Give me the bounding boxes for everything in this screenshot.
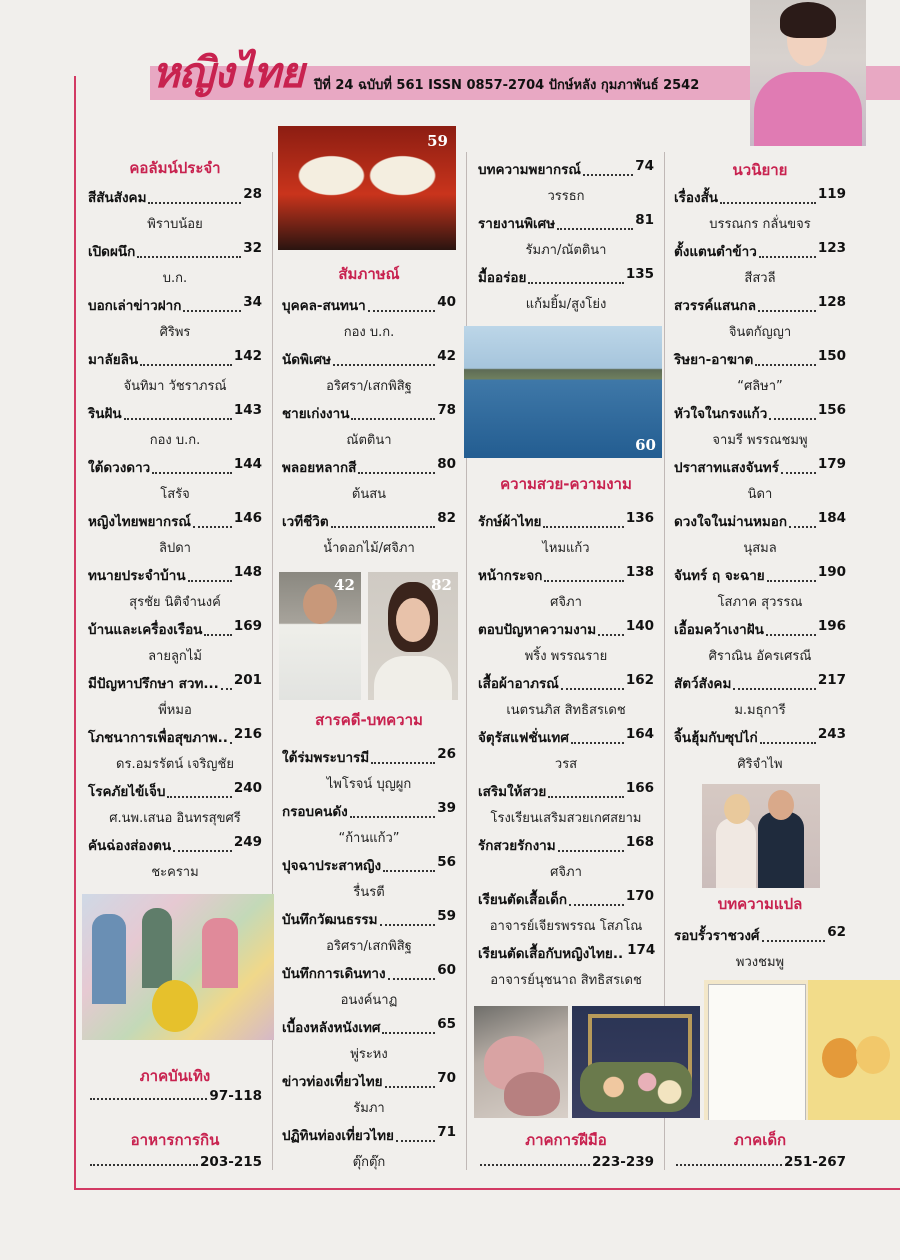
toc-entry xyxy=(478,212,654,234)
toc-entry xyxy=(88,240,262,262)
section-heading: ภาคการฝีมือ xyxy=(525,1131,607,1149)
issue-info: ปีที่ 24 ฉบับที่ 561 ISSN 0857-2704 ปักษ์หลัง กุมภาพันธ์ 2542 xyxy=(314,78,700,93)
entry-page: 60 xyxy=(437,962,456,978)
toc-entry xyxy=(674,456,846,478)
leader-dots xyxy=(385,1070,436,1088)
author-name: ณัตตินา xyxy=(346,433,392,448)
entry-title: รักสวยรักงาม xyxy=(478,838,556,854)
leader-dots xyxy=(188,564,232,582)
entry-page: 82 xyxy=(437,510,456,526)
toc-entry xyxy=(88,1154,262,1170)
leader-dots xyxy=(230,726,232,744)
leader-dots xyxy=(762,924,826,942)
entry-title: ใต้ร่มพระบารมี xyxy=(282,750,370,766)
entry-page: 80 xyxy=(437,456,456,472)
leader-dots xyxy=(733,672,815,690)
entry-page: 240 xyxy=(233,780,262,796)
entry-title: รักษ์ผ้าไทย xyxy=(478,514,542,530)
entry-page: 32 xyxy=(243,240,262,256)
entry-title: ปราสาทแสงจันทร์ xyxy=(674,460,779,476)
leader-dots xyxy=(781,456,816,474)
toc-entry xyxy=(674,510,846,532)
cover-photo xyxy=(750,0,866,146)
leader-dots xyxy=(543,510,623,528)
author-name: รัมภา/ณัตตินา xyxy=(525,243,607,258)
entry-title: ริษยา-อาฆาต xyxy=(674,352,754,368)
author-name: โรงเรียนเสริมสวยเกศสยาม xyxy=(490,811,642,826)
entry-title: มีปัญหาปรึกษา สวท... xyxy=(88,676,219,692)
author-name: นิดา xyxy=(747,487,773,502)
author-name: ต้นสน xyxy=(351,487,387,502)
entry-title: จันทร์ ฤ จะฉาย xyxy=(674,568,765,584)
leader-dots xyxy=(152,456,232,474)
leader-dots xyxy=(396,1124,435,1142)
author-name: บ.ก. xyxy=(162,271,188,286)
section-heading: อาหารการกิน xyxy=(130,1131,220,1149)
leader-dots xyxy=(383,854,435,872)
toc-entry xyxy=(478,158,654,180)
leader-dots xyxy=(193,510,232,528)
entry-title: บ้านและเครื่องเรือน xyxy=(88,622,203,638)
toc-entry xyxy=(88,564,262,586)
entry-title: เรื่องสั้น xyxy=(674,190,719,206)
entry-page: 251-267 xyxy=(784,1154,846,1170)
entry-page: 138 xyxy=(625,564,654,580)
toc-entry xyxy=(88,348,262,370)
leader-dots xyxy=(758,294,816,312)
leader-dots xyxy=(350,800,435,818)
leader-dots xyxy=(371,746,435,764)
lion-dance-photo: 59 xyxy=(278,126,456,250)
entry-page: 146 xyxy=(233,510,262,526)
entry-title: รายงานพิเศษ xyxy=(478,216,556,232)
toc-entry xyxy=(674,672,846,694)
author-name: ชะคราม xyxy=(151,865,199,880)
column-divider xyxy=(466,152,467,1170)
toc-entry xyxy=(282,456,456,478)
toc-entry xyxy=(88,294,262,316)
couple-photo xyxy=(702,784,820,888)
author-name: จินตกัญญา xyxy=(728,325,792,340)
entry-page: 74 xyxy=(635,158,654,174)
toc-entry xyxy=(88,834,262,856)
toc-entry xyxy=(674,618,846,640)
leader-dots xyxy=(766,618,816,636)
author-name: อาจารย์นุชนาถ สิทธิสรเดช xyxy=(490,973,642,988)
author-name: ลิปดา xyxy=(159,541,191,556)
entry-title: เสื้อผ้าอาภรณ์ xyxy=(478,676,559,692)
toc-entry xyxy=(88,672,262,694)
author-name: กอง บ.ก. xyxy=(343,325,395,340)
leader-dots xyxy=(544,564,623,582)
entry-page: 179 xyxy=(817,456,846,472)
toc-entry xyxy=(674,348,846,370)
toc-entry xyxy=(282,962,456,984)
leader-dots xyxy=(676,1154,782,1166)
entry-page: 56 xyxy=(437,854,456,870)
leader-dots xyxy=(583,158,633,176)
toc-entry xyxy=(478,942,654,964)
toc-entry xyxy=(88,510,262,532)
entry-page: 26 xyxy=(437,746,456,762)
entry-page: 59 xyxy=(437,908,456,924)
author-name: พี่หมอ xyxy=(158,703,192,718)
entry-title: ทนายประจำบ้าน xyxy=(88,568,186,584)
entry-page: 216 xyxy=(233,726,262,742)
entry-title: รอบรั้วราชวงศ์ xyxy=(674,928,760,944)
author-name: อาจารย์เจียรพรรณ โสภโณ xyxy=(489,919,643,934)
toc-entry xyxy=(88,726,262,748)
entry-page: 162 xyxy=(625,672,654,688)
leader-dots xyxy=(789,510,816,528)
leader-dots xyxy=(148,186,241,204)
entry-page: 97-118 xyxy=(209,1088,262,1104)
leader-dots xyxy=(140,348,232,366)
leader-dots xyxy=(720,186,816,204)
entry-title: ชายเก่งงาน xyxy=(282,406,350,422)
leader-dots xyxy=(331,510,436,528)
toc-entry xyxy=(478,888,654,910)
toc-entry xyxy=(282,1070,456,1092)
entry-title: บันทึกการเดินทาง xyxy=(282,966,386,982)
toc-entry xyxy=(88,780,262,802)
man-doctor-photo: 42 xyxy=(279,572,361,700)
leader-dots xyxy=(90,1088,207,1100)
entry-title: บุคคล-สนทนา xyxy=(282,298,366,314)
entry-page: 78 xyxy=(437,402,456,418)
entry-title: ดวงใจในม่านหมอก xyxy=(674,514,788,530)
author-name: อริศรา/เสกพิสิฐ xyxy=(326,379,412,394)
toc-entry xyxy=(674,186,846,208)
toc-entry xyxy=(478,1154,654,1170)
toc-entry xyxy=(674,402,846,424)
author-name: จันทิมา วัชราภรณ์ xyxy=(123,379,227,394)
entry-title: หญิงไทยพยากรณ์ xyxy=(88,514,191,530)
entry-page: 34 xyxy=(243,294,262,310)
author-name: “ก้านแก้ว” xyxy=(338,831,400,846)
entry-title: เวทีชีวิต xyxy=(282,514,329,530)
magazine-logo: หญิงไทย xyxy=(152,48,304,97)
leader-dots xyxy=(167,780,231,798)
entry-title: สีสันสังคม xyxy=(88,190,147,206)
toc-entry xyxy=(282,1124,456,1146)
author-name: เนตรนภิส สิทธิสรเดช xyxy=(506,703,626,718)
author-name: ลายลูกไม้ xyxy=(148,649,202,664)
entry-page: 142 xyxy=(233,348,262,364)
author-name: ศิราณิน อัครเศรณี xyxy=(708,649,812,664)
entry-title: เบื้องหลังหนังเทศ xyxy=(282,1020,381,1036)
section-heading: ความสวย-ความงาม xyxy=(500,475,632,493)
author-name: ศจิภา xyxy=(550,865,582,880)
entry-page: 150 xyxy=(817,348,846,364)
leader-dots xyxy=(528,266,623,284)
lake-landscape-photo: 60 xyxy=(464,326,662,458)
section-heading: ภาคเด็ก xyxy=(733,1131,787,1149)
author-name: ศิริพร xyxy=(159,325,191,340)
toc-entry xyxy=(282,746,456,768)
author-name: ม.มธุการี xyxy=(734,703,786,718)
section-heading: บทความแปล xyxy=(717,895,803,913)
entry-title: เสริมให้สวย xyxy=(478,784,547,800)
entry-page: 123 xyxy=(817,240,846,256)
leader-dots xyxy=(221,672,232,690)
author-name: กอง บ.ก. xyxy=(149,433,201,448)
entry-title: ข่าวท่องเที่ยวไทย xyxy=(282,1074,383,1090)
author-name: รัมภา xyxy=(353,1101,385,1116)
entry-title: มื้ออร่อย xyxy=(478,270,527,286)
entry-page: 169 xyxy=(233,618,262,634)
toc-entry xyxy=(478,672,654,694)
toc-entry xyxy=(282,348,456,370)
entry-title: คันฉ่องส่องตน xyxy=(88,838,172,854)
section-heading: สารคดี-บทความ xyxy=(315,711,423,729)
toc-entry xyxy=(478,618,654,640)
entry-page: 168 xyxy=(625,834,654,850)
entry-page: 249 xyxy=(233,834,262,850)
leader-dots xyxy=(557,212,633,230)
entry-title: บอกเล่าข่าวฝาก xyxy=(88,298,182,314)
leader-dots xyxy=(124,402,232,420)
leader-dots xyxy=(388,962,436,980)
section-heading: คอลัมน์ประจำ xyxy=(129,159,221,177)
author-name: สุรชัย นิติจำนงค์ xyxy=(129,595,221,610)
author-name: บรรณกร กลั่นขจร xyxy=(709,217,811,232)
entry-title: เรียนตัดเสื้อกับหญิงไทย.. xyxy=(478,946,624,962)
entry-title: สวรรค์แสนกล xyxy=(674,298,756,314)
author-name: วรรธก xyxy=(547,189,585,204)
celebrity-collage-photo xyxy=(82,894,274,1040)
toc-entry xyxy=(478,726,654,748)
leader-dots xyxy=(598,618,624,636)
toc-entry xyxy=(282,294,456,316)
toc-entry xyxy=(478,564,654,586)
entry-title: ใต้ดวงดาว xyxy=(88,460,151,476)
entry-page: 119 xyxy=(817,186,846,202)
entry-title: จิ้นฮุ้มกับซุปไก่ xyxy=(674,730,758,746)
author-name: พริ้ง พรรณราย xyxy=(524,649,608,664)
toc-entry xyxy=(88,1088,262,1104)
entry-page: 166 xyxy=(625,780,654,796)
toc-entry xyxy=(674,294,846,316)
leader-dots xyxy=(561,672,624,690)
leader-dots xyxy=(90,1154,198,1166)
entry-page: 70 xyxy=(437,1070,456,1086)
author-name: ศจิภา xyxy=(550,595,582,610)
entry-page: 184 xyxy=(817,510,846,526)
leader-dots xyxy=(173,834,232,852)
entry-page: 243 xyxy=(817,726,846,742)
entry-page: 156 xyxy=(817,402,846,418)
author-name: น้ำดอกไม้/ศจิภา xyxy=(323,541,415,556)
author-name: พิราบน้อย xyxy=(147,217,203,232)
author-name: โสรัจ xyxy=(160,487,190,502)
entry-title: จัตุรัสแฟชั่นเทศ xyxy=(478,730,569,746)
author-name: อริศรา/เสกพิสิฐ xyxy=(326,939,412,954)
entry-page: 39 xyxy=(437,800,456,816)
section-heading: ภาคบันเทิง xyxy=(139,1067,211,1085)
entry-title: เปิดผนึก xyxy=(88,244,136,260)
entry-page: 170 xyxy=(625,888,654,904)
leader-dots xyxy=(358,456,435,474)
author-name: สีสวลี xyxy=(744,271,776,286)
entry-page: 135 xyxy=(625,266,654,282)
author-name: แก้มยิ้ม/สูงโย่ง xyxy=(525,297,607,312)
toc-entry xyxy=(282,908,456,930)
toc-entry xyxy=(88,456,262,478)
entry-page: 28 xyxy=(243,186,262,202)
entry-title: บทความพยากรณ์ xyxy=(478,162,581,178)
toc-entry xyxy=(478,834,654,856)
toc-entry xyxy=(88,402,262,424)
toc-entry xyxy=(674,564,846,586)
entry-title: ตอบปัญหาความงาม xyxy=(478,622,597,638)
woman-portrait-photo: 82 xyxy=(368,572,458,700)
author-name: รื่นรตี xyxy=(353,885,385,900)
entry-title: หน้ากระจก xyxy=(478,568,543,584)
entry-page: 42 xyxy=(437,348,456,364)
section-heading: สัมภาษณ์ xyxy=(338,265,400,283)
toc-entry xyxy=(282,854,456,876)
entry-page: 190 xyxy=(817,564,846,580)
leader-dots xyxy=(548,780,624,798)
toc-entry xyxy=(478,780,654,802)
leader-dots xyxy=(558,834,624,852)
author-name: พู่ระหง xyxy=(350,1047,388,1062)
entry-page: 136 xyxy=(625,510,654,526)
leader-dots xyxy=(382,1016,435,1034)
entry-page: 196 xyxy=(817,618,846,634)
author-name: ศิริจำไพ xyxy=(737,757,783,772)
entry-page: 148 xyxy=(233,564,262,580)
leader-dots xyxy=(767,564,816,582)
entry-title: มาลัยลิน xyxy=(88,352,139,368)
author-name: อนงค์นาฏ xyxy=(340,993,398,1008)
entry-page: 201 xyxy=(233,672,262,688)
entry-page: 143 xyxy=(233,402,262,418)
entry-page: 174 xyxy=(627,942,656,958)
leader-dots xyxy=(480,1154,590,1166)
toc-entry xyxy=(674,924,846,946)
entry-page: 71 xyxy=(437,1124,456,1140)
toc-entry xyxy=(282,1016,456,1038)
leader-dots xyxy=(333,348,435,366)
toc-entry xyxy=(88,186,262,208)
leader-dots xyxy=(204,618,231,636)
author-name: พวงชมพู xyxy=(735,955,785,970)
entry-page: 65 xyxy=(437,1016,456,1032)
toc-entry xyxy=(282,510,456,532)
entry-title: รินฝัน xyxy=(88,406,122,422)
leader-dots xyxy=(769,402,816,420)
entry-page: 217 xyxy=(817,672,846,688)
author-name: ตุ๊กตุ๊ก xyxy=(352,1155,386,1170)
toc-entry xyxy=(282,402,456,424)
author-name: นุสมล xyxy=(743,541,777,556)
entry-title: นัดพิเศษ xyxy=(282,352,331,368)
entry-title: ปฏิทินท่องเที่ยวไทย xyxy=(282,1128,394,1144)
entry-page: 144 xyxy=(233,456,262,472)
entry-title: เอื้อมคว้าเงาฝัน xyxy=(674,622,764,638)
leader-dots xyxy=(569,888,624,906)
entry-title: พลอยหลากสี xyxy=(282,460,357,476)
leader-dots xyxy=(755,348,816,366)
entry-title: เรียนตัดเสื้อเด็ก xyxy=(478,892,568,908)
toc-entry xyxy=(478,510,654,532)
toc-entry xyxy=(674,726,846,748)
author-name: วรส xyxy=(554,757,578,772)
entry-title: สัตว์สังคม xyxy=(674,676,732,692)
toc-entry xyxy=(674,1154,846,1170)
entry-page: 223-239 xyxy=(592,1154,654,1170)
author-name: โสภาค สุวรรณ xyxy=(717,595,803,610)
author-name: ศ.นพ.เสนอ อินทรสุขศรี xyxy=(109,811,241,826)
leader-dots xyxy=(137,240,241,258)
craft-hearts-photo xyxy=(474,1006,568,1118)
section-heading: นวนิยาย xyxy=(732,161,788,179)
entry-page: 140 xyxy=(625,618,654,634)
author-name: ไหมแก้ว xyxy=(542,541,590,556)
leader-dots xyxy=(380,908,436,926)
leader-dots xyxy=(368,294,436,312)
leader-dots xyxy=(351,402,435,420)
leader-dots xyxy=(760,726,816,744)
entry-title: ตั้งแตนตำข้าว xyxy=(674,244,757,260)
entry-title: โรคภัยไข้เจ็บ xyxy=(88,784,166,800)
entry-page: 62 xyxy=(827,924,846,940)
flower-arrangement-photo xyxy=(572,1006,700,1118)
entry-title: กรอบคนดัง xyxy=(282,804,348,820)
author-name: “ศลิษา” xyxy=(737,379,783,394)
kids-magazine-photo xyxy=(704,980,900,1120)
toc-entry xyxy=(88,618,262,640)
author-name: ไพโรจน์ บุญผูก xyxy=(326,777,412,792)
leader-dots xyxy=(759,240,816,258)
toc-entry xyxy=(478,266,654,288)
toc-entry xyxy=(282,800,456,822)
author-name: จามรี พรรณชมพู xyxy=(712,433,808,448)
author-name: ดร.อมรรัตน์ เจริญชัย xyxy=(116,757,234,772)
entry-page: 203-215 xyxy=(200,1154,262,1170)
toc-entry xyxy=(674,240,846,262)
entry-title: ปุจฉาประสาหญิง xyxy=(282,858,382,874)
entry-page: 128 xyxy=(817,294,846,310)
entry-title: หัวใจในกรงแก้ว xyxy=(674,406,768,422)
entry-title: โภชนาการเพื่อสุขภาพ.. xyxy=(88,730,228,746)
entry-page: 81 xyxy=(635,212,654,228)
entry-page: 40 xyxy=(437,294,456,310)
entry-title: บันทึกวัฒนธรรม xyxy=(282,912,378,928)
entry-page: 164 xyxy=(625,726,654,742)
leader-dots xyxy=(571,726,624,744)
leader-dots xyxy=(183,294,241,312)
